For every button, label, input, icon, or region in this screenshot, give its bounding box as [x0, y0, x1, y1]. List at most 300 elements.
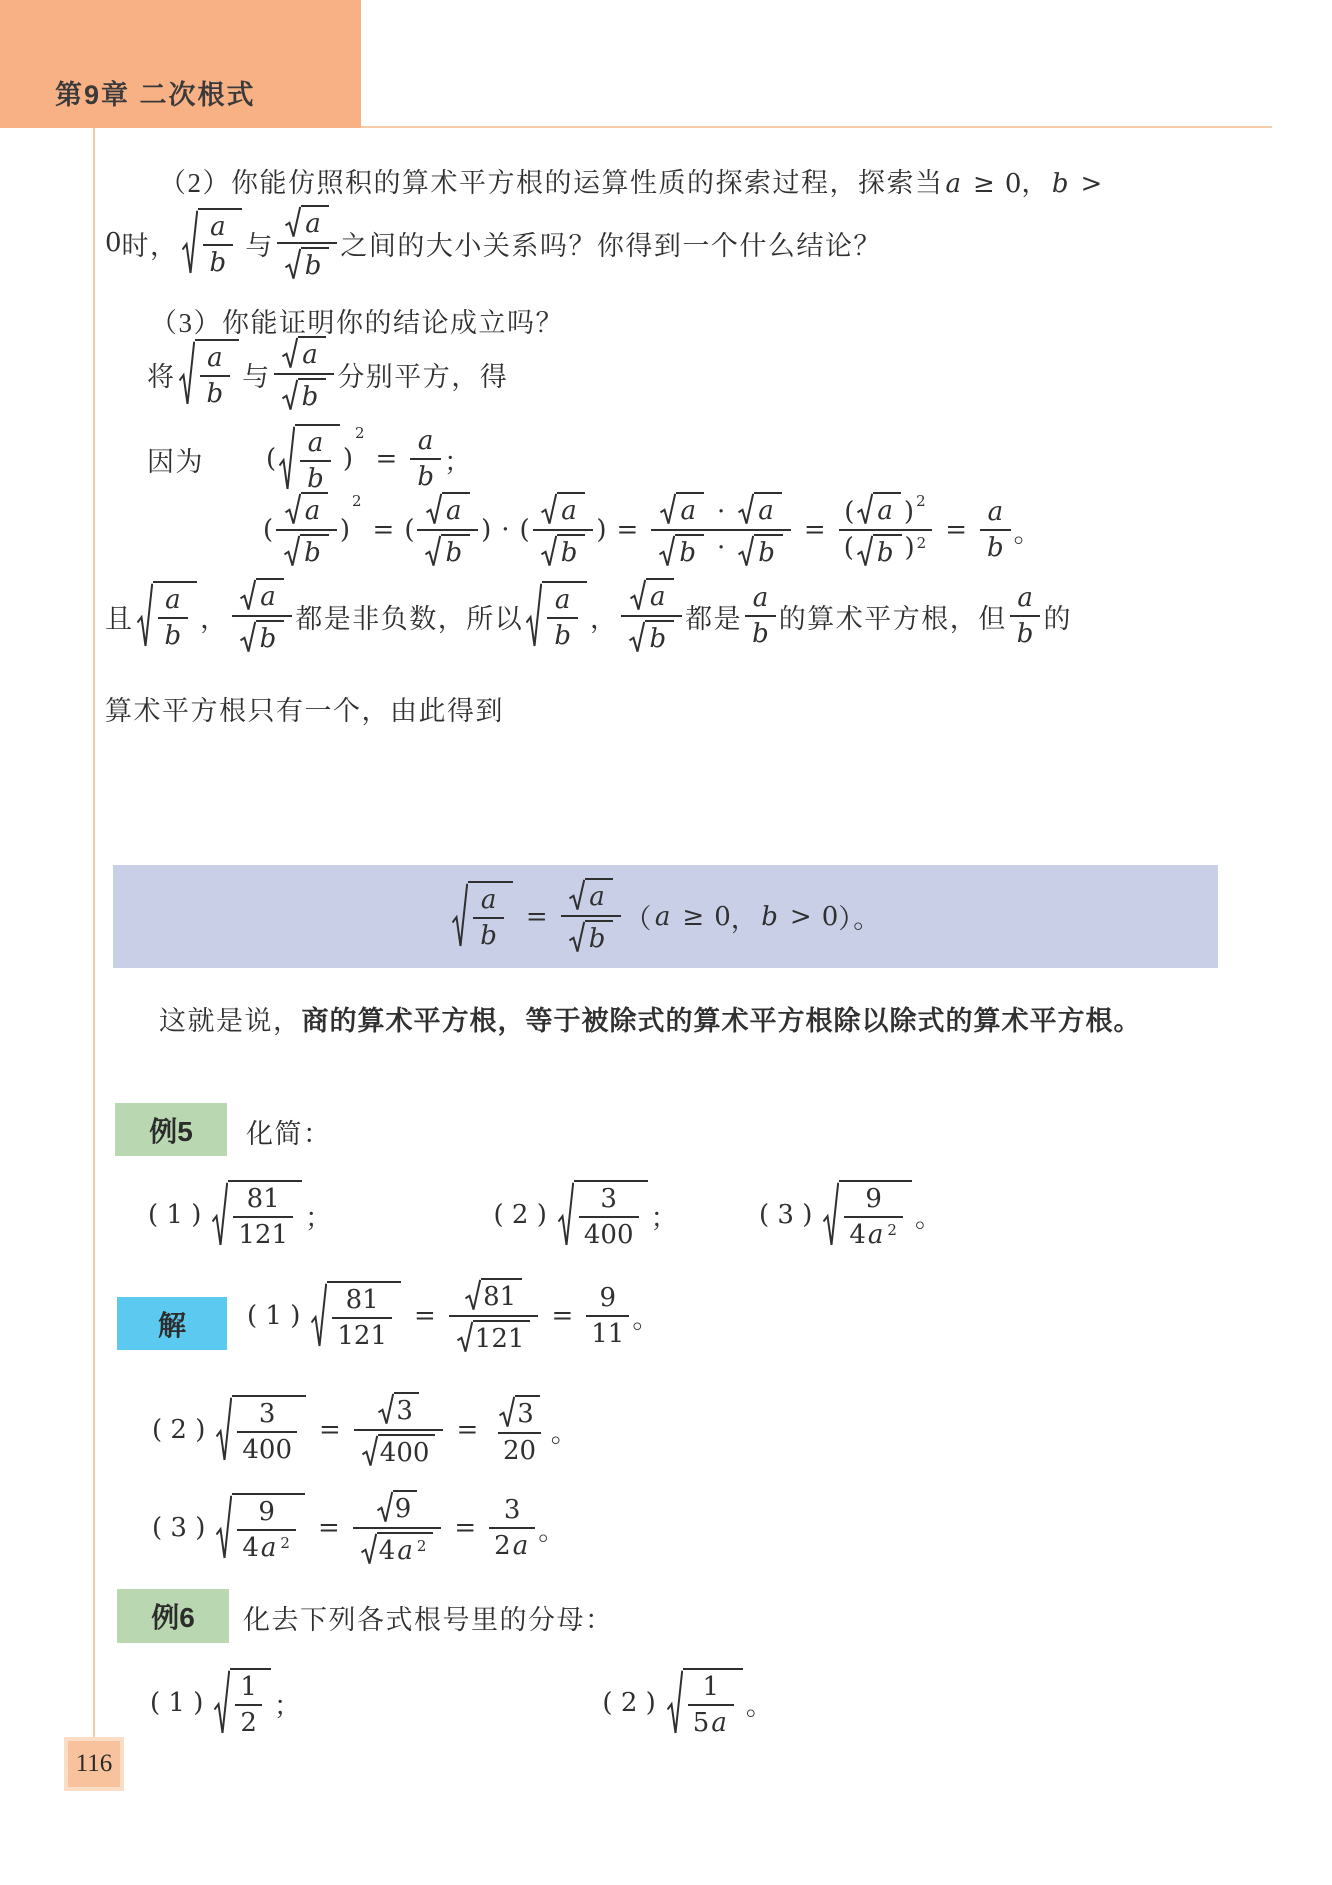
- radicand: [515, 1395, 540, 1430]
- radical-expression: [499, 1395, 540, 1430]
- example-5-label-text: 例5: [149, 1115, 193, 1147]
- radicand: [298, 336, 326, 371]
- text-run: ）。: [838, 904, 882, 934]
- text-run: 。: [632, 1303, 661, 1334]
- math-operator: ·: [716, 497, 726, 527]
- fraction: [276, 492, 337, 568]
- fraction: [274, 336, 335, 412]
- radical-expression: [558, 1180, 648, 1250]
- fraction: [410, 427, 441, 491]
- math-number: ): [481, 515, 492, 546]
- radical-icon: [377, 1491, 393, 1524]
- radicand: [675, 534, 704, 569]
- fraction-numerator: [457, 1278, 530, 1315]
- math-number: (: [263, 515, 274, 546]
- radical-expression: [179, 339, 240, 409]
- radical-icon: [499, 1396, 515, 1429]
- fraction-numerator: [242, 1185, 285, 1216]
- fraction-denominator: [237, 1529, 296, 1563]
- radical-expression: [285, 205, 329, 240]
- fraction: [651, 492, 791, 568]
- radicand: [481, 1278, 522, 1313]
- math-variable: a: [397, 1535, 413, 1566]
- text-run: 算术平方根只有一个，由此得到: [105, 696, 504, 726]
- radical-icon: [738, 493, 754, 526]
- radicand: [542, 581, 587, 651]
- radical-icon: [629, 621, 645, 654]
- radicand: [557, 534, 586, 569]
- radical-icon: [823, 1181, 839, 1249]
- math-number: 81: [345, 1285, 379, 1315]
- radical-icon: [526, 582, 542, 650]
- radicand: [195, 339, 240, 409]
- math-number: 121: [238, 1219, 288, 1250]
- fraction: [353, 1490, 442, 1566]
- text-run: 与: [245, 230, 274, 261]
- math-variable: b: [679, 537, 696, 568]
- math-variable: a: [589, 882, 605, 913]
- fraction-numerator: [474, 886, 504, 917]
- fraction: [473, 886, 504, 950]
- fraction-denominator: [489, 1527, 535, 1561]
- fraction-numerator: [839, 492, 931, 529]
- math-superscript: 2: [887, 1220, 897, 1239]
- radical-expression: [362, 1434, 436, 1469]
- math-number: ( 3 ): [759, 1200, 813, 1231]
- math-variable: a: [758, 496, 774, 526]
- radical-expression: [240, 578, 284, 613]
- spacer: [679, 1215, 759, 1216]
- solution-step-3: [152, 1490, 567, 1566]
- paragraph-question-2-line-2: [105, 205, 882, 281]
- fraction-denominator: [688, 1704, 734, 1738]
- fraction: [586, 1284, 629, 1348]
- fraction-denominator: [354, 1429, 444, 1469]
- math-number: 1: [240, 1672, 257, 1702]
- radical-icon: [240, 621, 256, 654]
- math-variable: b: [209, 247, 227, 278]
- radical-icon: [465, 1279, 481, 1312]
- math-number: 400: [379, 1437, 430, 1468]
- radical-expression: [738, 492, 782, 527]
- text-run: ；: [650, 1202, 679, 1233]
- radical-icon: [182, 209, 198, 277]
- math-number: 4: [378, 1535, 396, 1566]
- radical-icon: [214, 1669, 230, 1737]
- fraction-numerator: [203, 213, 233, 244]
- text-run: ；: [273, 1690, 303, 1721]
- math-variable: a: [304, 496, 321, 526]
- radicand: [228, 1180, 302, 1250]
- math-number: 2: [240, 1707, 257, 1738]
- radical-expression: [377, 1490, 418, 1525]
- radicand: [153, 581, 198, 651]
- math-variable: a: [945, 169, 962, 199]
- text-run: ，: [589, 603, 619, 634]
- radical-icon: [541, 493, 557, 526]
- math-variable: a: [210, 212, 226, 242]
- fraction: [839, 492, 933, 568]
- math-variable: a: [165, 585, 181, 615]
- fraction-numerator: [369, 1490, 426, 1527]
- radicand: [442, 492, 470, 527]
- radical-icon: [659, 535, 675, 568]
- example-5-label: [115, 1103, 227, 1156]
- fraction: [449, 1278, 539, 1354]
- math-variable: a: [480, 885, 497, 916]
- text-run: （: [624, 904, 653, 934]
- spacer: [205, 1430, 213, 1431]
- fraction-denominator: [533, 529, 594, 569]
- math-number: 9: [865, 1184, 882, 1214]
- radical-expression: [282, 336, 326, 371]
- radical-expression: [465, 1278, 522, 1313]
- math-variable: b: [554, 620, 571, 651]
- fraction-numerator: [411, 427, 441, 458]
- radical-icon: [667, 1669, 683, 1737]
- radical-icon: [630, 579, 646, 612]
- math-operator: =: [803, 515, 826, 546]
- fraction-numerator: [595, 1284, 622, 1315]
- text-run: 之间的大小关系吗？你得到一个什么结论？: [340, 230, 882, 261]
- math-number: 3: [396, 1396, 413, 1426]
- math-number: 5: [692, 1707, 710, 1738]
- fraction: [547, 586, 578, 650]
- header-rule: [361, 126, 1272, 128]
- radicand: [300, 534, 329, 569]
- radicand: [295, 424, 340, 494]
- radical-expression: [216, 1395, 306, 1465]
- bold-text-run: 商的算术平方根，等于被除式的算术平方根除以除式的算术平方根。: [301, 1006, 1142, 1036]
- fraction-denominator: [449, 1315, 539, 1355]
- radical-expression: [457, 1320, 531, 1355]
- math-superscript: 2: [354, 424, 365, 442]
- formula-highlight-box: [113, 865, 1218, 968]
- fraction: [235, 1673, 262, 1737]
- math-variable: b: [417, 461, 434, 492]
- radical-expression: [285, 247, 330, 282]
- radical-expression: [282, 378, 327, 413]
- example-6-label: [117, 1589, 229, 1643]
- math-number: 121: [337, 1320, 387, 1351]
- paragraph-therefore: [105, 688, 504, 734]
- radical-icon: [216, 1494, 232, 1562]
- radical-icon: [361, 1533, 377, 1566]
- radicand: [377, 1532, 434, 1567]
- fraction-denominator: [200, 375, 231, 409]
- math-number: ): [903, 497, 915, 527]
- math-number: ( 3 ): [152, 1513, 206, 1544]
- math-number: 9: [258, 1497, 275, 1527]
- fraction: [354, 1392, 444, 1468]
- text-run: 。: [1013, 517, 1043, 548]
- text-run: 的: [1043, 603, 1072, 634]
- math-number: (: [519, 515, 530, 546]
- fraction: [491, 1395, 548, 1465]
- fraction-denominator: [547, 617, 578, 651]
- math-number: ): [339, 515, 350, 546]
- fraction-numerator: [200, 344, 230, 375]
- math-operator: =: [945, 515, 967, 546]
- text-run: 且: [105, 603, 134, 634]
- fraction: [621, 578, 682, 654]
- spacer: [547, 1215, 555, 1216]
- math-operator: ·: [501, 515, 510, 546]
- radicand: [574, 1180, 648, 1250]
- fraction-denominator: [839, 529, 933, 569]
- math-variable: b: [206, 378, 224, 409]
- radical-expression: [311, 1281, 401, 1351]
- fraction: [158, 586, 189, 650]
- math-variable: b: [761, 901, 778, 932]
- radicand: [441, 534, 470, 569]
- fraction: [1010, 584, 1041, 648]
- math-variable: b: [588, 924, 606, 954]
- radicand: [198, 208, 243, 278]
- math-operator: =: [319, 1415, 341, 1446]
- text-run: 都是非负数，所以: [295, 603, 524, 634]
- text-run: 将: [147, 361, 176, 392]
- radical-icon: [284, 535, 300, 568]
- fraction: [980, 498, 1011, 562]
- fraction-denominator: [332, 1317, 392, 1351]
- text-run: 的算术平方根，但: [778, 603, 1007, 634]
- text-run: 因为: [147, 446, 204, 477]
- fraction-numerator: [341, 1286, 384, 1317]
- math-number: 9: [599, 1283, 617, 1313]
- radical-expression: [660, 492, 704, 527]
- math-number: 0: [821, 901, 839, 932]
- math-variable: a: [554, 585, 571, 615]
- fraction-denominator: [277, 242, 338, 282]
- math-variable: b: [304, 537, 321, 568]
- math-variable: a: [877, 496, 893, 526]
- radical-icon: [311, 1282, 327, 1350]
- fraction-numerator: [254, 1400, 281, 1431]
- fraction-numerator: [301, 429, 331, 460]
- math-number: ( 2 ): [493, 1200, 547, 1231]
- equation-because: [147, 424, 472, 494]
- math-number: 1: [702, 1672, 720, 1702]
- example-5-prompt: 化简：: [246, 1119, 332, 1149]
- math-variable: a: [446, 496, 462, 526]
- math-operator: =: [454, 1513, 477, 1544]
- text-run: 都是: [685, 603, 743, 634]
- fraction: [232, 578, 293, 654]
- math-number: 400: [242, 1434, 292, 1465]
- radical-icon: [426, 493, 442, 526]
- fraction-denominator: [980, 529, 1011, 563]
- math-variable: b: [1051, 169, 1069, 199]
- radical-expression: [738, 534, 783, 569]
- fraction-denominator: [745, 615, 776, 649]
- text-run: 分别平方，得: [337, 361, 509, 392]
- math-number: ( 2 ): [152, 1415, 206, 1446]
- radical-expression: [452, 881, 513, 951]
- text-run: （2）你能仿照积的算术平方根的运算性质的探索过程，探索当: [159, 168, 944, 198]
- radical-icon: [285, 493, 301, 526]
- text-run: ；: [443, 446, 473, 477]
- math-operator: ·: [716, 532, 726, 563]
- math-operator: ≥: [682, 901, 705, 932]
- radicand: [301, 205, 329, 240]
- radical-expression: [630, 578, 674, 613]
- fraction-numerator: [274, 336, 334, 373]
- fraction-numerator: [277, 492, 337, 529]
- radical-expression: [667, 1668, 743, 1738]
- radicand: [393, 1490, 418, 1525]
- radicand: [298, 378, 327, 413]
- radical-expression: [182, 208, 243, 278]
- fraction: [561, 878, 622, 954]
- radicand: [585, 920, 614, 955]
- radical-icon: [452, 882, 468, 950]
- radical-expression: [284, 534, 329, 569]
- fraction: [533, 492, 594, 568]
- fraction-numerator: [235, 1673, 262, 1704]
- fraction: [332, 1286, 392, 1350]
- math-number: ): [596, 515, 607, 546]
- text-run: 。: [745, 1690, 775, 1721]
- fraction-numerator: [277, 205, 337, 242]
- fraction-numerator: [232, 578, 292, 615]
- radical-expression: [214, 1668, 271, 1738]
- fraction-numerator: [491, 1395, 548, 1432]
- math-variable: a: [512, 1530, 529, 1561]
- math-variable: a: [561, 496, 577, 526]
- radical-expression: [216, 1493, 305, 1563]
- page-number: 116: [75, 1750, 113, 1777]
- example-6-prompt: 化去下列各式根号里的分母：: [243, 1605, 614, 1635]
- radicand: [301, 492, 329, 527]
- fraction-numerator: [981, 498, 1011, 529]
- radical-icon: [137, 582, 153, 650]
- math-variable: b: [752, 618, 769, 649]
- radicand: [754, 534, 783, 569]
- fraction-denominator: [579, 1216, 639, 1250]
- text-run: ，: [1021, 168, 1050, 198]
- math-number: 11: [591, 1318, 625, 1349]
- math-number: 81: [483, 1282, 517, 1312]
- math-operator: =: [616, 515, 639, 546]
- math-number: (: [266, 444, 277, 475]
- math-superscript: 2: [416, 1536, 427, 1555]
- math-number: ): [342, 444, 353, 475]
- math-variable: a: [307, 428, 324, 458]
- fraction-denominator: [621, 615, 682, 655]
- math-variable: b: [876, 537, 894, 568]
- fraction-numerator: [548, 586, 578, 617]
- radical-expression: [425, 534, 470, 569]
- radical-icon: [279, 425, 295, 493]
- fraction: [489, 1496, 535, 1560]
- radicand: [230, 1668, 271, 1738]
- radicand: [645, 620, 674, 655]
- math-variable: b: [758, 537, 775, 568]
- spacer: [205, 1528, 213, 1529]
- text-run: 。: [914, 1202, 944, 1233]
- math-operator: =: [375, 444, 398, 475]
- radical-icon: [362, 1435, 378, 1468]
- example-6-label-text: 例6: [151, 1602, 195, 1633]
- fraction-numerator: [253, 1498, 280, 1529]
- fraction-numerator: [746, 584, 776, 615]
- fraction-numerator: [561, 878, 621, 915]
- math-number: 4: [849, 1219, 866, 1250]
- spacer: [334, 1215, 494, 1216]
- fraction-numerator: [860, 1185, 887, 1216]
- spacer: [201, 1215, 209, 1216]
- radical-expression: [857, 492, 901, 527]
- paragraph-rule-statement: [105, 998, 1232, 1044]
- fraction-numerator: [652, 492, 789, 529]
- radical-expression: [659, 534, 704, 569]
- math-number: ( 2 ): [602, 1688, 656, 1719]
- fraction: [844, 1185, 903, 1249]
- margin-rule: [93, 128, 95, 1737]
- math-variable: a: [260, 582, 276, 612]
- fraction: [237, 1400, 297, 1464]
- math-number: 0: [714, 901, 731, 932]
- radicand: [873, 534, 902, 569]
- math-number: 2: [494, 1530, 511, 1561]
- radicand: [473, 1320, 531, 1355]
- spacer: [656, 1703, 664, 1704]
- radical-icon: [857, 535, 873, 568]
- radical-expression: [279, 424, 340, 494]
- radical-icon: [569, 879, 585, 912]
- radicand: [683, 1668, 743, 1738]
- radical-icon: [282, 379, 298, 412]
- math-variable: a: [417, 426, 434, 456]
- math-number: 121: [474, 1323, 525, 1354]
- radical-icon: [378, 1393, 394, 1426]
- radical-icon: [212, 1181, 228, 1249]
- math-operator: =: [317, 1513, 340, 1544]
- paragraph-square-both: [147, 336, 508, 412]
- radical-icon: [285, 248, 301, 281]
- fraction-denominator: [651, 529, 791, 569]
- spacer: [204, 459, 266, 460]
- radical-expression: [240, 620, 285, 655]
- math-variable: b: [259, 623, 277, 654]
- radical-expression: [857, 534, 902, 569]
- math-number: ( 1 ): [247, 1301, 301, 1332]
- radicand: [468, 881, 513, 951]
- fraction-denominator: [233, 1216, 293, 1250]
- radical-expression: [361, 1532, 434, 1567]
- radical-icon: [457, 1321, 473, 1354]
- spacer: [300, 1316, 308, 1317]
- math-operator: =: [551, 1301, 574, 1332]
- radical-icon: [285, 206, 301, 239]
- solution-label: [117, 1297, 227, 1350]
- fraction: [200, 344, 231, 408]
- text-run: （3）你能证明你的结论成立吗？: [150, 308, 564, 338]
- text-run: 时，: [121, 230, 179, 261]
- math-variable: b: [560, 537, 578, 568]
- fraction-numerator: [533, 492, 593, 529]
- fraction: [579, 1185, 639, 1249]
- math-number: 81: [246, 1184, 280, 1214]
- solution-label-text: 解: [157, 1309, 186, 1341]
- math-number: 9: [394, 1494, 412, 1524]
- radical-icon: [660, 493, 676, 526]
- radicand: [256, 578, 284, 613]
- paragraph-both-nonnegative: [105, 578, 1232, 654]
- chapter-title: 第9章 二次根式: [55, 80, 256, 110]
- math-operator: ≥: [973, 169, 995, 199]
